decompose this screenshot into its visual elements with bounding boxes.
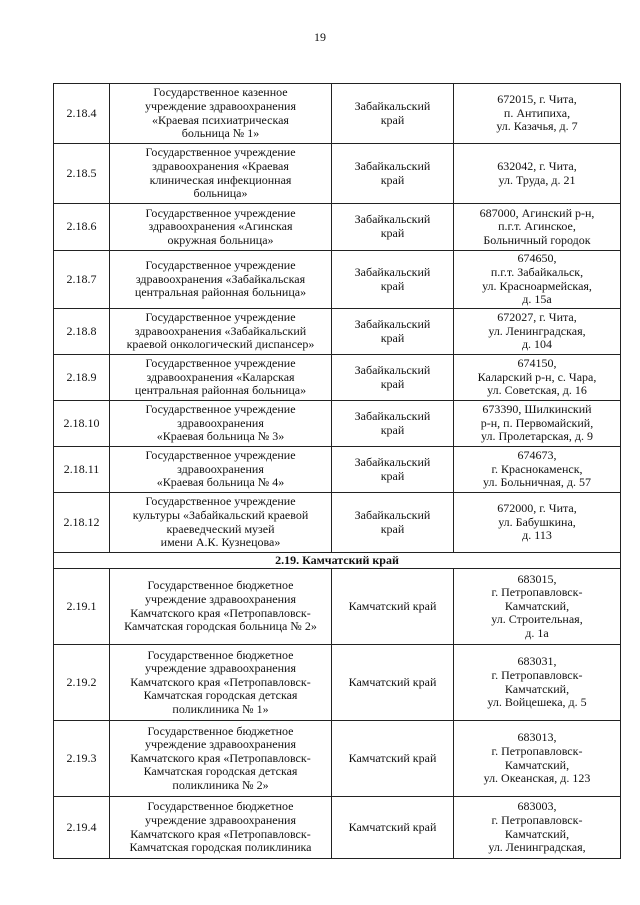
row-number: 2.18.4: [54, 84, 110, 144]
organization-name: Государственное бюджетное учреждение здравоохранения Камчатского края «Петропавловск- Камчатская городская больница № 2»: [110, 569, 332, 645]
row-number: 2.18.5: [54, 144, 110, 204]
row-number: 2.18.12: [54, 493, 110, 553]
region: Забайкальский край: [332, 204, 454, 251]
region: Забайкальский край: [332, 251, 454, 309]
region: Забайкальский край: [332, 401, 454, 447]
region: Камчатский край: [332, 569, 454, 645]
organization-name: Государственное учреждение здравоохранения «Краевая больница № 3»: [110, 401, 332, 447]
page-number: 19: [314, 30, 326, 44]
region: Забайкальский край: [332, 144, 454, 204]
region: Забайкальский край: [332, 493, 454, 553]
row-number: 2.19.4: [54, 797, 110, 859]
organization-name: Государственное учреждение культуры «Забайкальский краевой краеведческий музей имени А.К. Кузнецова»: [110, 493, 332, 553]
table-row: [54, 493, 621, 553]
row-number: 2.18.8: [54, 309, 110, 355]
row-number: 2.19.2: [54, 645, 110, 721]
organization-name: Государственное бюджетное учреждение здравоохранения Камчатского края «Петропавловск- Камчатская городская детская поликлиника № 1»: [110, 645, 332, 721]
organization-name: Государственное бюджетное учреждение здравоохранения Камчатского края «Петропавловск- Камчатская городская детская поликлиника № 2»: [110, 721, 332, 797]
address: 674673, г. Краснокаменск, ул. Больничная, д. 57: [454, 447, 621, 493]
table-row: [54, 401, 621, 447]
address: 683003, г. Петропавловск- Камчатский, ул. Ленинградская,: [454, 797, 621, 859]
organization-name: Государственное учреждение здравоохранения «Забайкальская центральная районная больница»: [110, 251, 332, 309]
row-number: 2.19.1: [54, 569, 110, 645]
address: 672027, г. Чита, ул. Ленинградская, д. 104: [454, 309, 621, 355]
table-row: [54, 355, 621, 401]
region: Забайкальский край: [332, 447, 454, 493]
row-number: 2.18.7: [54, 251, 110, 309]
table-row: [54, 645, 621, 721]
table-row: [54, 84, 621, 144]
organization-name: Государственное учреждение здравоохранения «Каларская центральная районная больница»: [110, 355, 332, 401]
address: 674650, п.г.т. Забайкальск, ул. Красноармейская, д. 15а: [454, 251, 621, 309]
organization-name: Государственное учреждение здравоохранения «Краевая клиническая инфекционная больница»: [110, 144, 332, 204]
table-row: [54, 251, 621, 309]
region: Камчатский край: [332, 645, 454, 721]
address: 683013, г. Петропавловск- Камчатский, ул. Океанская, д. 123: [454, 721, 621, 797]
institutions-table: [53, 83, 621, 859]
region: Камчатский край: [332, 797, 454, 859]
address: 632042, г. Чита, ул. Труда, д. 21: [454, 144, 621, 204]
section-heading: 2.19. Камчатский край: [54, 553, 621, 569]
table-row: [54, 204, 621, 251]
organization-name: Государственное учреждение здравоохранения «Агинская окружная больница»: [110, 204, 332, 251]
table-row: [54, 309, 621, 355]
address: 683031, г. Петропавловск- Камчатский, ул. Войцешека, д. 5: [454, 645, 621, 721]
region: Забайкальский край: [332, 309, 454, 355]
row-number: 2.19.3: [54, 721, 110, 797]
region: Камчатский край: [332, 721, 454, 797]
region: Забайкальский край: [332, 355, 454, 401]
section-heading-row: [54, 553, 621, 569]
table-row: [54, 797, 621, 859]
address: 674150, Каларский р-н, с. Чара, ул. Советская, д. 16: [454, 355, 621, 401]
address: 672015, г. Чита, п. Антипиха, ул. Казачья, д. 7: [454, 84, 621, 144]
table-row: [54, 721, 621, 797]
address: 687000, Агинский р-н, п.г.т. Агинское, Больничный городок: [454, 204, 621, 251]
address: 683015, г. Петропавловск- Камчатский, ул. Строительная, д. 1а: [454, 569, 621, 645]
organization-name: Государственное учреждение здравоохранения «Забайкальский краевой онкологический диспансер»: [110, 309, 332, 355]
address: 673390, Шилкинский р-н, п. Первомайский, ул. Пролетарская, д. 9: [454, 401, 621, 447]
table-row: [54, 144, 621, 204]
table-row: [54, 447, 621, 493]
row-number: 2.18.11: [54, 447, 110, 493]
address: 672000, г. Чита, ул. Бабушкина, д. 113: [454, 493, 621, 553]
organization-name: Государственное казенное учреждение здравоохранения «Краевая психиатрическая больница № 1»: [110, 84, 332, 144]
organization-name: Государственное бюджетное учреждение здравоохранения Камчатского края «Петропавловск- Камчатская городская поликлиника: [110, 797, 332, 859]
row-number: 2.18.10: [54, 401, 110, 447]
region: Забайкальский край: [332, 84, 454, 144]
table-row: [54, 569, 621, 645]
organization-name: Государственное учреждение здравоохранения «Краевая больница № 4»: [110, 447, 332, 493]
row-number: 2.18.9: [54, 355, 110, 401]
row-number: 2.18.6: [54, 204, 110, 251]
